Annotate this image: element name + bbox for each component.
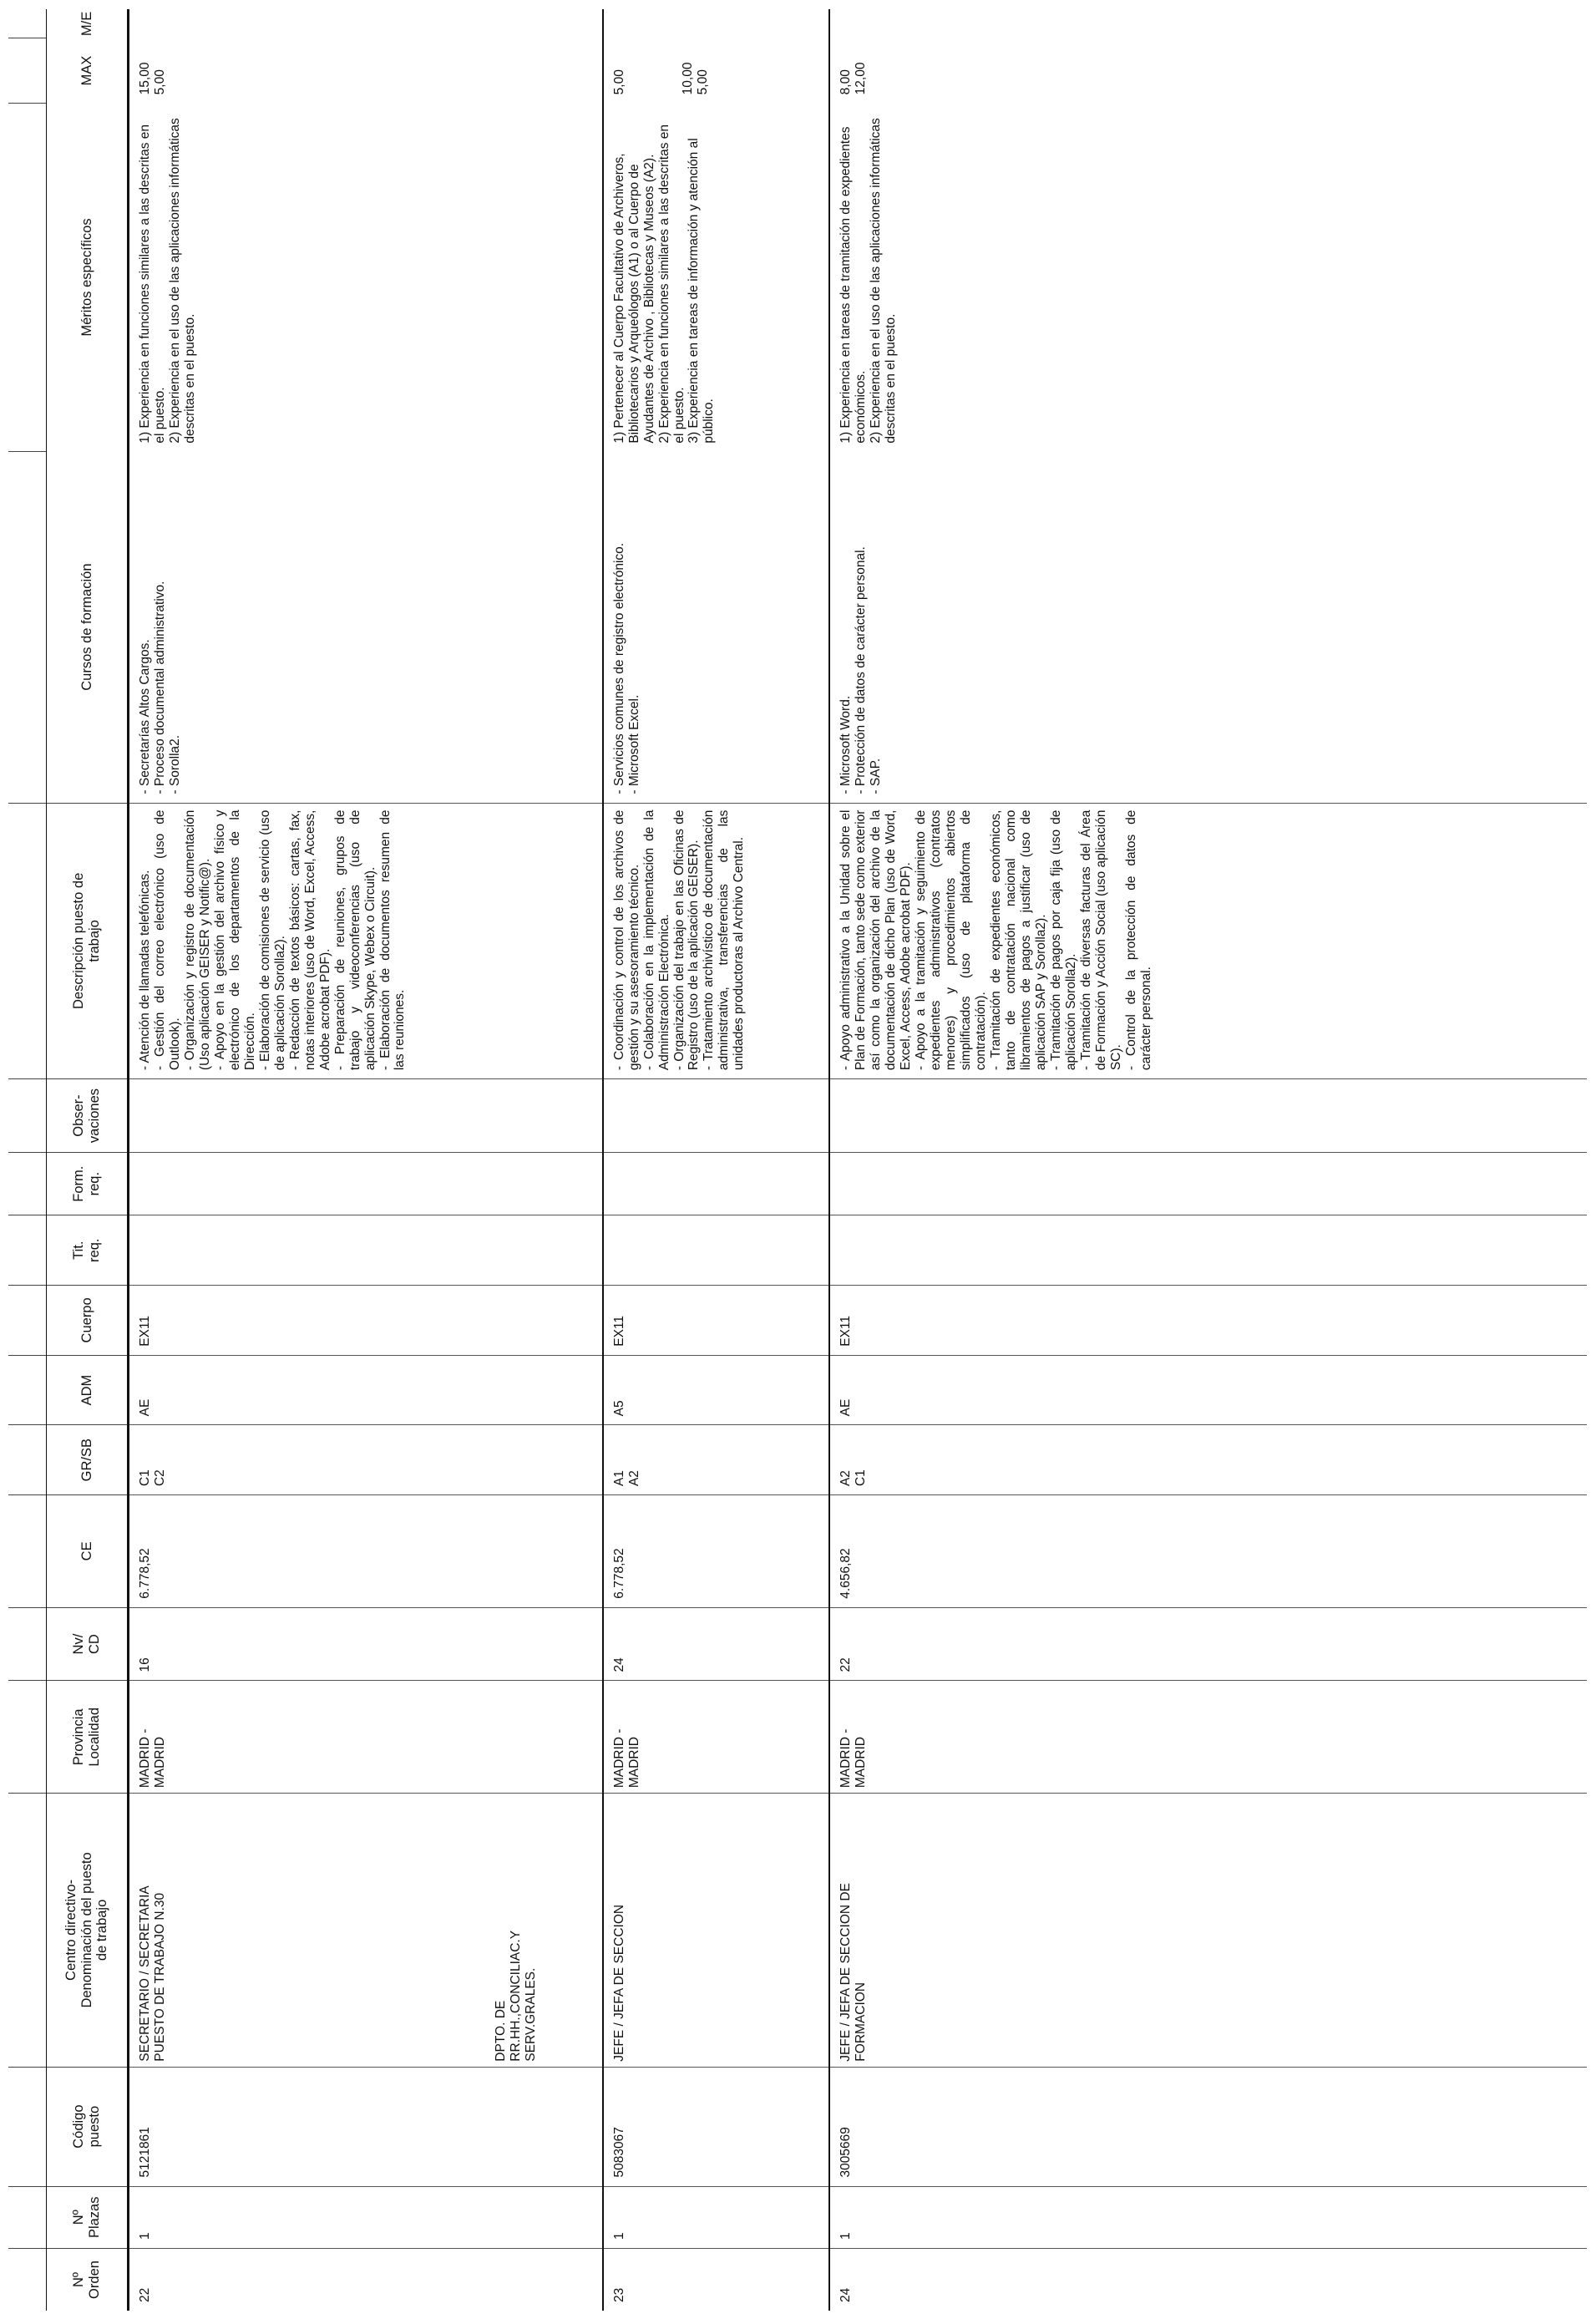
cell-ce: 6.778,52 bbox=[603, 1495, 829, 1608]
cell-max bbox=[829, 38, 1587, 104]
cell-formacion-req bbox=[829, 1152, 1587, 1215]
header-me: M/E bbox=[47, 9, 129, 38]
cell-meritos: 1) Pertenecer al Cuerpo Facultativo de Archiveros, Bibliotecarios y Arqueólogos (A1) o al Cuerpo de Ayudantes de Archivo , Bibliotecas y Museos (A2). 2) Experiencia en funciones similares a las descritas en el puesto. 3) Experiencia en tareas de información y atención al público. bbox=[611, 124, 717, 444]
cell-titulacion bbox=[129, 1215, 602, 1286]
cell-grupo: A2 C1 bbox=[829, 1425, 1587, 1495]
cell-ce: 4.656,82 bbox=[829, 1495, 1587, 1608]
cell-centro: JEFE / JEFA DE SECCION bbox=[603, 1794, 829, 2068]
cell-descripcion: - Coordinación y control de los archivos de gestión y su asesoramiento técnico. - Colaboración en la implementación de la Administración Electrónica. - Organización del trabajo en las Oficinas de Registro (uso de la aplicación GEISER). - Tratamiento archivístico de documentación administrativa, transferencias de las unidades productoras al Archivo Central. bbox=[603, 803, 829, 1079]
cell-adm: A5 bbox=[603, 1355, 829, 1425]
cell-codigo: 5121861 bbox=[129, 2067, 602, 2186]
cell-me bbox=[129, 9, 602, 38]
header-codigo: Código puesto bbox=[47, 2067, 129, 2186]
header-descripcion: Descripción puesto de trabajo bbox=[47, 803, 129, 1079]
cell-cuerpo: EX11 bbox=[603, 1286, 829, 1356]
max-value: 5,00 bbox=[695, 69, 710, 95]
table-row bbox=[829, 9, 1587, 2311]
cell-descripcion: - Apoyo administrativo a la Unidad sobre el Plan de Formación, tanto sede como exterior así como la organización del archivo de la documentación de dicho Plan (uso de Word, Excel, Access, Adobe acrobat PDF). - Apoyo a la tramitación y seguimiento de expedientes administrativos (contratos menores) y procedimientos abiertos simplificados (uso de plataforma de contratación). - Tramitación de expedientes económicos, tanto de contratación nacional como libramientos de pagos a justificar (uso de aplicación SAP y Sorolla2). - Tramitación de pagos por caja fija (uso de aplicación Sorolla2). - Tramitación de diversas facturas del Área de Formación y Acción Social (uso aplicación SC). - Control de la protección de datos de carácter personal. bbox=[829, 803, 1587, 1079]
cell-observaciones bbox=[603, 1079, 829, 1153]
cell-plazas: 1 bbox=[603, 2186, 829, 2248]
cell-centro bbox=[129, 1794, 602, 2068]
header-centro: Centro directivo- Denominación del puesto de trabajo bbox=[47, 1794, 129, 2068]
header-cuerpo: Cuerpo bbox=[47, 1286, 129, 1356]
header-cursos: Cursos de formación bbox=[47, 452, 129, 803]
cell-me bbox=[829, 9, 1587, 38]
cell-max bbox=[129, 38, 602, 104]
top-band bbox=[8, 9, 47, 2311]
cell-codigo: 3005669 bbox=[829, 2067, 1587, 2186]
cell-nivel: 24 bbox=[603, 1607, 829, 1681]
cell-plazas: 1 bbox=[129, 2186, 602, 2248]
header-plazas: Nº Plazas bbox=[47, 2186, 129, 2248]
max-value: 10,00 bbox=[680, 62, 695, 95]
header-ce: CE bbox=[47, 1495, 129, 1608]
cell-provincia: MADRID - MADRID bbox=[129, 1681, 602, 1794]
max-value: 15,00 bbox=[138, 62, 152, 95]
cell-observaciones bbox=[129, 1079, 602, 1153]
max-value: 12,00 bbox=[854, 62, 869, 95]
cell-grupo: C1 C2 bbox=[129, 1425, 602, 1495]
cell-cuerpo: EX11 bbox=[829, 1286, 1587, 1356]
cell-meritos: 1) Experiencia en funciones similares a las descritas en el puesto. 2) Experiencia en el uso de las aplicaciones informáticas descritas en el puesto. bbox=[138, 118, 197, 444]
header-meritos: Méritos específicos bbox=[47, 103, 129, 451]
header-orden: Nº Orden bbox=[47, 2249, 129, 2311]
cell-nivel: 16 bbox=[129, 1607, 602, 1681]
table-row bbox=[129, 9, 602, 2311]
cell-grupo: A1 A2 bbox=[603, 1425, 829, 1495]
cell-formacion-req bbox=[129, 1152, 602, 1215]
cell-me bbox=[603, 9, 829, 38]
cell-max bbox=[603, 38, 829, 104]
cell-cursos: - Servicios comunes de registro electrónico. - Microsoft Excel. bbox=[611, 542, 641, 794]
cell-cursos: - Secretarías Altos Cargos. - Proceso documental administrativo. - Sorolla2. bbox=[138, 581, 182, 794]
cell-provincia: MADRID - MADRID bbox=[603, 1681, 829, 1794]
cell-centro: JEFE / JEFA DE SECCION DE FORMACION bbox=[829, 1794, 1587, 2068]
max-value: 5,00 bbox=[152, 69, 167, 95]
cell-nivel: 22 bbox=[829, 1607, 1587, 1681]
cell-titulacion bbox=[603, 1215, 829, 1286]
cell-adm: AE bbox=[129, 1355, 602, 1425]
job-listing-table bbox=[8, 9, 1587, 2311]
cell-orden: 24 bbox=[829, 2249, 1587, 2311]
header-nivel: Nv/ CD bbox=[47, 1607, 129, 1681]
max-value: 5,00 bbox=[611, 69, 626, 95]
centro-departamento: DPTO. DE RR.HH.,CONCILIAC.Y SERV.GRALES. bbox=[493, 1930, 538, 2062]
header-row bbox=[47, 9, 129, 2311]
header-provincia: Provincia Localidad bbox=[47, 1681, 129, 1794]
cell-cuerpo: EX11 bbox=[129, 1286, 602, 1356]
cell-adm: AE bbox=[829, 1355, 1587, 1425]
header-titulacion: Tit. req. bbox=[47, 1215, 129, 1286]
cell-meritos: 1) Experiencia en tareas de tramitación de expedientes económicos. 2) Experiencia en el uso de las aplicaciones informáticas descritas en el puesto. bbox=[839, 118, 899, 444]
cell-observaciones bbox=[829, 1079, 1587, 1153]
header-max: MAX bbox=[47, 38, 129, 104]
cell-cursos: - Microsoft Word. - Protección de datos de carácter personal. - SAP. bbox=[839, 546, 884, 794]
cell-descripcion: - Atención de llamadas telefónicas. - Gestión del correo electrónico (uso de Outlook). - Organización y registro de documentación (Uso aplicación GEISER y Notific@). - Apoyo en la gestión del archivo físico y electrónico de los departamentos de la Dirección. - Elaboración de comisiones de servicio (uso de aplicación Sorolla2). - Redacción de textos básicos: cartas, fax, notas interiores (uso de Word, Excel, Access, Adobe acrobat PDF). - Preparación de reuniones, grupos de trabajo y videoconferencias (uso de aplicación Skype, Webex o Circuit). - Elaboración de documentos resumen de las reuniones. bbox=[129, 803, 602, 1079]
centro-denominacion: SECRETARIO / SECRETARIA PUESTO DE TRABAJO N.30 bbox=[138, 1885, 167, 2062]
cell-provincia: MADRID - MADRID bbox=[829, 1681, 1587, 1794]
max-value: 8,00 bbox=[839, 69, 854, 95]
cell-titulacion bbox=[829, 1215, 1587, 1286]
header-adm: ADM bbox=[47, 1355, 129, 1425]
header-formacion-req: Form. req. bbox=[47, 1152, 129, 1215]
cell-formacion-req bbox=[603, 1152, 829, 1215]
header-grupo: GR/SB bbox=[47, 1425, 129, 1495]
header-observaciones: Obser- vaciones bbox=[47, 1079, 129, 1153]
cell-codigo: 5083067 bbox=[603, 2067, 829, 2186]
cell-ce: 6.778,52 bbox=[129, 1495, 602, 1608]
table-row bbox=[603, 9, 829, 2311]
cell-orden: 23 bbox=[603, 2249, 829, 2311]
cell-orden: 22 bbox=[129, 2249, 602, 2311]
cell-plazas: 1 bbox=[829, 2186, 1587, 2248]
